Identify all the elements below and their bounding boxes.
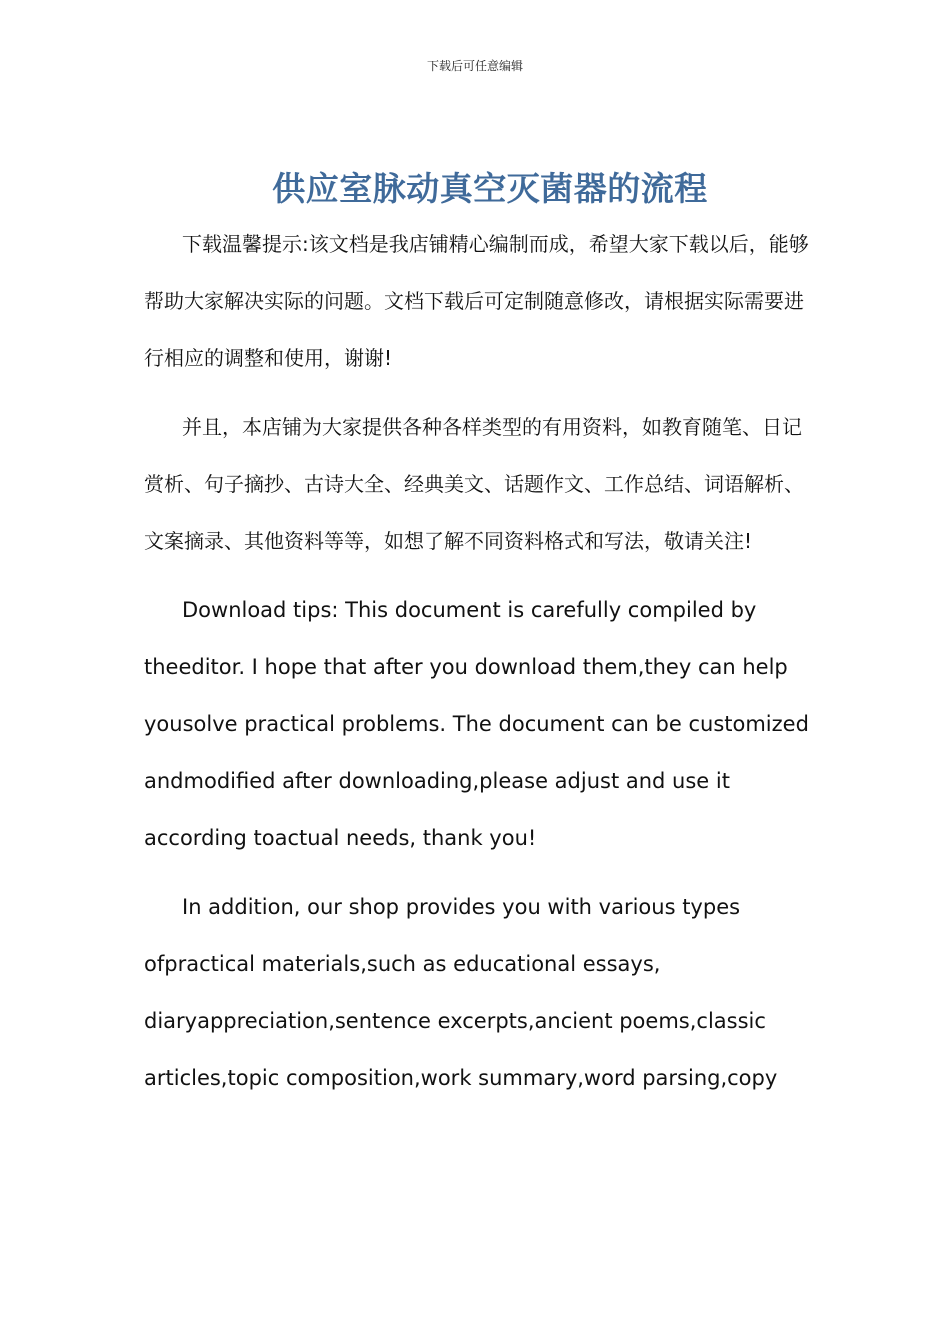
document-body <box>144 216 809 1107</box>
document-title: 供应室脉动真空灭菌器的流程 <box>272 169 708 208</box>
header-note: 下载后可任意编辑 <box>426 59 523 73</box>
paragraph-download-tip-en: Download tips: This document is carefully compiled by theeditor. I hope that after you download them,they can help yousolve practical problems. The document can be customized andmodified after downloading,please adjust and use it according toactual needs, thank you! <box>144 598 809 850</box>
paragraph-shop-materials-cn: 并且，本店铺为大家提供各种各样类型的有用资料，如教育随笔、日记赏析、句子摘抄、古诗大全、经典美文、话题作文、工作总结、词语解析、文案摘录、其他资料等等，如想了解不同资料格式和写法，敬请关注! <box>144 415 804 553</box>
paragraph-download-tip-cn: 下载温馨提示:该文档是我店铺精心编制而成，希望大家下载以后，能够帮助大家解决实际的问题。文档下载后可定制随意修改，请根据实际需要进行相应的调整和使用，谢谢! <box>144 232 809 370</box>
paragraph-shop-materials-en: In addition, our shop provides you with various types ofpractical materials,such as educational essays, diaryappreciation,sentence excerpts,ancient poems,classic articles,topic composition,work summary,word parsing,copy <box>144 895 778 1090</box>
